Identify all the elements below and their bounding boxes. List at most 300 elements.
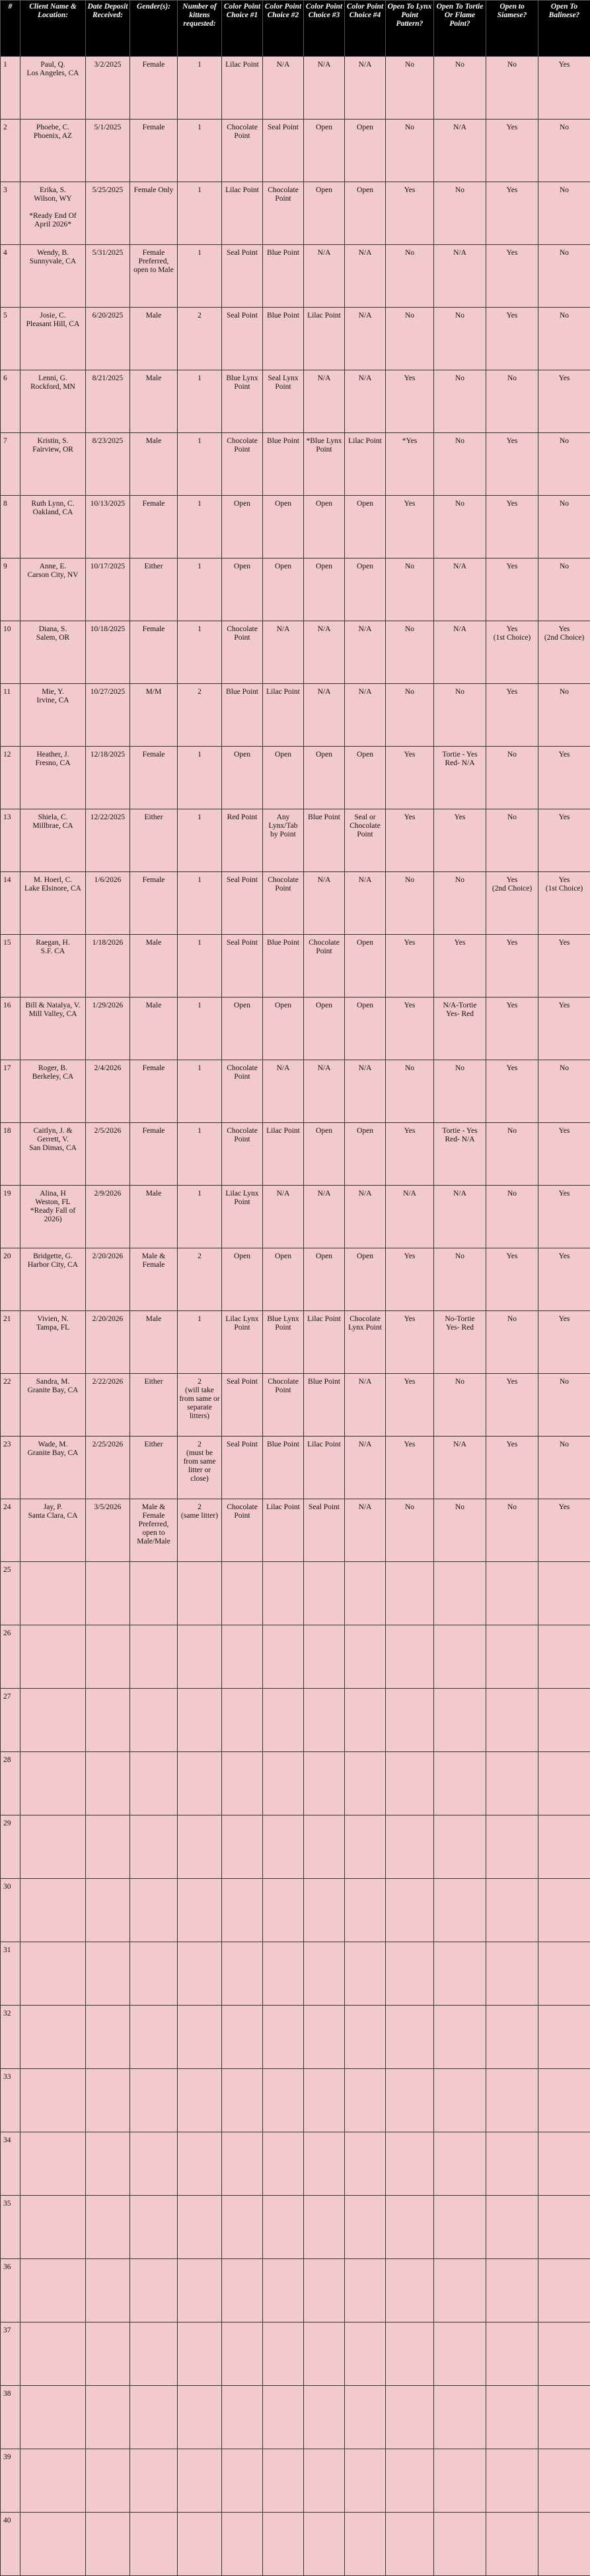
balinese-cell: Yes — [538, 1123, 590, 1186]
balinese-cell: No — [538, 182, 590, 245]
empty-table-row — [1, 1562, 590, 1625]
color-choice-4-cell: N/A — [345, 308, 386, 370]
color-choice-4-cell: Open — [345, 559, 386, 621]
row-number-cell: 18 — [1, 1123, 20, 1186]
color-choice-3-cell: Open — [304, 1123, 345, 1186]
lynx-point-cell: No — [386, 245, 434, 308]
header-balinese: Open To Balinese? — [538, 1, 590, 57]
gender-cell — [130, 2386, 178, 2449]
siamese-cell — [486, 2006, 538, 2069]
table-row — [1, 559, 590, 621]
color-choice-1-cell — [222, 1625, 263, 1689]
siamese-cell: No — [486, 747, 538, 809]
client-name-cell: Kristin, S. Fairview, OR — [20, 433, 86, 496]
client-name-cell — [20, 1689, 86, 1752]
date-deposit-cell: 10/18/2025 — [86, 621, 130, 684]
table-row — [1, 433, 590, 496]
color-choice-2-cell: Any Lynx/Tab by Point — [263, 809, 304, 872]
color-choice-4-cell — [345, 1562, 386, 1625]
number-kittens-cell: 1 — [178, 935, 222, 998]
balinese-cell: Yes (2nd Choice) — [538, 621, 590, 684]
color-choice-3-cell — [304, 2006, 345, 2069]
client-name-cell: Wendy, B. Sunnyvale, CA — [20, 245, 86, 308]
row-number-cell: 28 — [1, 1752, 20, 1815]
gender-cell: Male — [130, 1186, 178, 1248]
tortie-flame-cell: No — [434, 1374, 486, 1437]
client-name-cell: Vivien, N. Tampa, FL — [20, 1311, 86, 1374]
row-number-cell: 27 — [1, 1689, 20, 1752]
date-deposit-cell — [86, 2386, 130, 2449]
gender-cell: Male — [130, 998, 178, 1060]
gender-cell: Female — [130, 57, 178, 119]
tortie-flame-cell — [434, 1879, 486, 1942]
tortie-flame-cell — [434, 1625, 486, 1689]
header-lynx-point: Open To Lynx Point Pattern? — [386, 1, 434, 57]
tortie-flame-cell — [434, 2132, 486, 2196]
color-choice-1-cell: Lilac Lynx Point — [222, 1311, 263, 1374]
color-choice-4-cell — [345, 2259, 386, 2322]
client-name-cell: Phoebe, C. Phoenix, AZ — [20, 119, 86, 182]
siamese-cell: No — [486, 809, 538, 872]
color-choice-2-cell: Chocolate Point — [263, 872, 304, 935]
row-number-cell: 21 — [1, 1311, 20, 1374]
row-number-cell: 19 — [1, 1186, 20, 1248]
tortie-flame-cell — [434, 2513, 486, 2576]
color-choice-2-cell — [263, 2513, 304, 2576]
gender-cell — [130, 1689, 178, 1752]
siamese-cell — [486, 2513, 538, 2576]
gender-cell — [130, 2513, 178, 2576]
balinese-cell — [538, 2259, 590, 2322]
color-choice-4-cell — [345, 2386, 386, 2449]
siamese-cell — [486, 1752, 538, 1815]
color-choice-2-cell: Lilac Point — [263, 684, 304, 747]
table-row — [1, 370, 590, 433]
row-number-cell: 30 — [1, 1879, 20, 1942]
balinese-cell — [538, 2513, 590, 2576]
empty-table-row — [1, 2322, 590, 2386]
client-name-cell: Caitlyn, J. & Gerrett, V. San Dimas, CA — [20, 1123, 86, 1186]
gender-cell — [130, 2449, 178, 2513]
color-choice-2-cell: Lilac Point — [263, 1499, 304, 1562]
color-choice-1-cell: Chocolate Point — [222, 119, 263, 182]
date-deposit-cell — [86, 1942, 130, 2006]
date-deposit-cell: 5/1/2025 — [86, 119, 130, 182]
color-choice-3-cell — [304, 2069, 345, 2132]
date-deposit-cell — [86, 2322, 130, 2386]
date-deposit-cell: 2/20/2026 — [86, 1311, 130, 1374]
table-row — [1, 1499, 590, 1562]
color-choice-2-cell: Chocolate Point — [263, 1374, 304, 1437]
color-choice-1-cell — [222, 2132, 263, 2196]
lynx-point-cell — [386, 2006, 434, 2069]
empty-table-row — [1, 2386, 590, 2449]
siamese-cell: Yes — [486, 308, 538, 370]
balinese-cell: Yes — [538, 809, 590, 872]
color-choice-3-cell — [304, 1562, 345, 1625]
lynx-point-cell: Yes — [386, 1123, 434, 1186]
empty-table-row — [1, 2132, 590, 2196]
tortie-flame-cell: No — [434, 1060, 486, 1123]
row-number-cell: 17 — [1, 1060, 20, 1123]
color-choice-1-cell — [222, 2386, 263, 2449]
balinese-cell: No — [538, 433, 590, 496]
header-row — [1, 1, 590, 57]
lynx-point-cell — [386, 2449, 434, 2513]
gender-cell — [130, 2322, 178, 2386]
siamese-cell — [486, 1625, 538, 1689]
balinese-cell — [538, 2006, 590, 2069]
color-choice-1-cell — [222, 1562, 263, 1625]
client-name-cell: Wade, M. Granite Bay, CA — [20, 1437, 86, 1499]
lynx-point-cell — [386, 2322, 434, 2386]
row-number-cell: 39 — [1, 2449, 20, 2513]
empty-table-row — [1, 2259, 590, 2322]
balinese-cell: Yes — [538, 370, 590, 433]
color-choice-2-cell — [263, 2259, 304, 2322]
color-choice-2-cell — [263, 1562, 304, 1625]
number-kittens-cell: 1 — [178, 182, 222, 245]
tortie-flame-cell: No — [434, 57, 486, 119]
color-choice-2-cell — [263, 2386, 304, 2449]
client-name-cell: Roger, B. Berkeley, CA — [20, 1060, 86, 1123]
siamese-cell — [486, 2449, 538, 2513]
number-kittens-cell: 1 — [178, 747, 222, 809]
lynx-point-cell: Yes — [386, 1374, 434, 1437]
color-choice-1-cell — [222, 2196, 263, 2259]
lynx-point-cell — [386, 1879, 434, 1942]
client-name-cell: Anne, E. Carson City, NV — [20, 559, 86, 621]
siamese-cell: Yes — [486, 433, 538, 496]
color-choice-3-cell — [304, 2322, 345, 2386]
date-deposit-cell: 6/20/2025 — [86, 308, 130, 370]
tortie-flame-cell: No — [434, 370, 486, 433]
client-name-cell — [20, 2322, 86, 2386]
siamese-cell — [486, 1562, 538, 1625]
color-choice-3-cell: Open — [304, 496, 345, 559]
lynx-point-cell: Yes — [386, 747, 434, 809]
color-choice-4-cell: Open — [345, 1248, 386, 1311]
header-color-choice-2: Color Point Choice #2 — [263, 1, 304, 57]
color-choice-4-cell: N/A — [345, 245, 386, 308]
balinese-cell: No — [538, 119, 590, 182]
table-row — [1, 1060, 590, 1123]
date-deposit-cell: 8/21/2025 — [86, 370, 130, 433]
lynx-point-cell: *Yes — [386, 433, 434, 496]
row-number-cell: 11 — [1, 684, 20, 747]
color-choice-4-cell: N/A — [345, 872, 386, 935]
tortie-flame-cell — [434, 1815, 486, 1879]
color-choice-3-cell: N/A — [304, 684, 345, 747]
number-kittens-cell: 1 — [178, 1060, 222, 1123]
date-deposit-cell: 3/2/2025 — [86, 57, 130, 119]
date-deposit-cell — [86, 1689, 130, 1752]
siamese-cell: Yes — [486, 496, 538, 559]
number-kittens-cell — [178, 2513, 222, 2576]
color-choice-1-cell: Chocolate Point — [222, 1123, 263, 1186]
header-number-kittens: Number of kittens requested: — [178, 1, 222, 57]
color-choice-4-cell: Seal or Chocolate Point — [345, 809, 386, 872]
lynx-point-cell: Yes — [386, 1437, 434, 1499]
color-choice-4-cell — [345, 1689, 386, 1752]
empty-table-row — [1, 2449, 590, 2513]
row-number-cell: 9 — [1, 559, 20, 621]
color-choice-2-cell: Lilac Point — [263, 1123, 304, 1186]
color-choice-2-cell — [263, 1689, 304, 1752]
color-choice-4-cell — [345, 2196, 386, 2259]
color-choice-3-cell: Blue Point — [304, 1374, 345, 1437]
number-kittens-cell: 2 — [178, 684, 222, 747]
number-kittens-cell: 2 (same litter) — [178, 1499, 222, 1562]
client-name-cell: Paul, Q. Los Angeles, CA — [20, 57, 86, 119]
date-deposit-cell: 2/4/2026 — [86, 1060, 130, 1123]
lynx-point-cell: Yes — [386, 935, 434, 998]
number-kittens-cell — [178, 2196, 222, 2259]
color-choice-2-cell — [263, 2069, 304, 2132]
tortie-flame-cell: Tortie - Yes Red- N/A — [434, 747, 486, 809]
empty-table-row — [1, 1815, 590, 1879]
gender-cell — [130, 2132, 178, 2196]
color-choice-3-cell: N/A — [304, 621, 345, 684]
table-row — [1, 119, 590, 182]
header-number: # — [1, 1, 20, 57]
client-name-cell: Bill & Natalya, V. Mill Valley, CA — [20, 998, 86, 1060]
color-choice-3-cell: N/A — [304, 245, 345, 308]
gender-cell — [130, 1879, 178, 1942]
color-choice-1-cell — [222, 1879, 263, 1942]
row-number-cell: 16 — [1, 998, 20, 1060]
color-choice-4-cell: Lilac Point — [345, 433, 386, 496]
siamese-cell — [486, 1879, 538, 1942]
date-deposit-cell — [86, 2449, 130, 2513]
color-choice-4-cell — [345, 2006, 386, 2069]
color-choice-3-cell — [304, 1879, 345, 1942]
lynx-point-cell — [386, 2132, 434, 2196]
color-choice-1-cell: Blue Lynx Point — [222, 370, 263, 433]
siamese-cell: Yes — [486, 684, 538, 747]
date-deposit-cell — [86, 1625, 130, 1689]
color-choice-3-cell — [304, 1625, 345, 1689]
number-kittens-cell: 1 — [178, 433, 222, 496]
balinese-cell: No — [538, 308, 590, 370]
siamese-cell: Yes — [486, 559, 538, 621]
tortie-flame-cell — [434, 2069, 486, 2132]
tortie-flame-cell: No — [434, 1499, 486, 1562]
balinese-cell — [538, 2449, 590, 2513]
date-deposit-cell: 10/27/2025 — [86, 684, 130, 747]
color-choice-4-cell: N/A — [345, 1060, 386, 1123]
gender-cell: Male — [130, 433, 178, 496]
siamese-cell: No — [486, 1186, 538, 1248]
color-choice-3-cell: Lilac Point — [304, 1311, 345, 1374]
table-row — [1, 496, 590, 559]
tortie-flame-cell: No — [434, 182, 486, 245]
number-kittens-cell: 1 — [178, 57, 222, 119]
tortie-flame-cell: N/A — [434, 1437, 486, 1499]
color-choice-4-cell: Open — [345, 998, 386, 1060]
color-choice-1-cell: Open — [222, 496, 263, 559]
color-choice-2-cell — [263, 1625, 304, 1689]
number-kittens-cell: 2 — [178, 308, 222, 370]
empty-table-row — [1, 1689, 590, 1752]
date-deposit-cell: 2/5/2026 — [86, 1123, 130, 1186]
color-choice-2-cell: Blue Point — [263, 433, 304, 496]
balinese-cell: Yes (1st Choice) — [538, 872, 590, 935]
table-row — [1, 308, 590, 370]
color-choice-1-cell — [222, 2259, 263, 2322]
row-number-cell: 35 — [1, 2196, 20, 2259]
row-number-cell: 34 — [1, 2132, 20, 2196]
date-deposit-cell: 10/17/2025 — [86, 559, 130, 621]
client-name-cell — [20, 2386, 86, 2449]
color-choice-3-cell — [304, 1752, 345, 1815]
color-choice-2-cell: Open — [263, 1248, 304, 1311]
gender-cell: Male — [130, 308, 178, 370]
number-kittens-cell: 2 — [178, 1248, 222, 1311]
lynx-point-cell — [386, 1625, 434, 1689]
date-deposit-cell: 5/31/2025 — [86, 245, 130, 308]
balinese-cell: No — [538, 496, 590, 559]
color-choice-3-cell: Lilac Point — [304, 308, 345, 370]
date-deposit-cell: 3/5/2026 — [86, 1499, 130, 1562]
gender-cell — [130, 2006, 178, 2069]
color-choice-2-cell: N/A — [263, 621, 304, 684]
table-row — [1, 935, 590, 998]
lynx-point-cell — [386, 1689, 434, 1752]
siamese-cell: No — [486, 57, 538, 119]
balinese-cell: No — [538, 245, 590, 308]
color-choice-1-cell — [222, 1942, 263, 2006]
table-row — [1, 1437, 590, 1499]
color-choice-1-cell: Open — [222, 1248, 263, 1311]
color-choice-3-cell — [304, 2513, 345, 2576]
balinese-cell: No — [538, 1437, 590, 1499]
color-choice-4-cell: N/A — [345, 1186, 386, 1248]
number-kittens-cell — [178, 2132, 222, 2196]
gender-cell: M/M — [130, 684, 178, 747]
number-kittens-cell: 2 (will take from same or separate litters) — [178, 1374, 222, 1437]
empty-table-row — [1, 1879, 590, 1942]
gender-cell: Either — [130, 809, 178, 872]
color-choice-4-cell — [345, 1625, 386, 1689]
color-choice-1-cell: Red Point — [222, 809, 263, 872]
gender-cell: Either — [130, 1374, 178, 1437]
row-number-cell: 38 — [1, 2386, 20, 2449]
lynx-point-cell: No — [386, 308, 434, 370]
table-row — [1, 872, 590, 935]
number-kittens-cell — [178, 1815, 222, 1879]
color-choice-2-cell: Blue Lynx Point — [263, 1311, 304, 1374]
tortie-flame-cell — [434, 2006, 486, 2069]
date-deposit-cell: 2/22/2026 — [86, 1374, 130, 1437]
empty-table-row — [1, 1625, 590, 1689]
row-number-cell: 25 — [1, 1562, 20, 1625]
color-choice-1-cell: Seal Point — [222, 1374, 263, 1437]
lynx-point-cell: Yes — [386, 182, 434, 245]
tortie-flame-cell — [434, 1689, 486, 1752]
color-choice-4-cell — [345, 2132, 386, 2196]
color-choice-1-cell: Seal Point — [222, 1437, 263, 1499]
color-choice-1-cell: Chocolate Point — [222, 1499, 263, 1562]
client-name-cell — [20, 2132, 86, 2196]
number-kittens-cell: 1 — [178, 809, 222, 872]
tortie-flame-cell: No — [434, 433, 486, 496]
color-choice-1-cell — [222, 2006, 263, 2069]
number-kittens-cell: 1 — [178, 119, 222, 182]
balinese-cell — [538, 2322, 590, 2386]
color-choice-3-cell: Chocolate Point — [304, 935, 345, 998]
color-choice-3-cell: Open — [304, 1248, 345, 1311]
color-choice-3-cell — [304, 1815, 345, 1879]
color-choice-1-cell — [222, 1689, 263, 1752]
gender-cell: Male & Female Preferred, open to Male/Male — [130, 1499, 178, 1562]
client-name-cell — [20, 2069, 86, 2132]
client-name-cell — [20, 1562, 86, 1625]
color-choice-4-cell: N/A — [345, 621, 386, 684]
header-date-deposit: Date Deposit Received: — [86, 1, 130, 57]
color-choice-1-cell — [222, 2069, 263, 2132]
table-row — [1, 998, 590, 1060]
date-deposit-cell: 1/18/2026 — [86, 935, 130, 998]
number-kittens-cell: 1 — [178, 1186, 222, 1248]
siamese-cell: Yes — [486, 998, 538, 1060]
color-choice-1-cell: Seal Point — [222, 872, 263, 935]
color-choice-4-cell: Open — [345, 182, 386, 245]
client-name-cell: Lenni, G. Rockford, MN — [20, 370, 86, 433]
date-deposit-cell — [86, 2132, 130, 2196]
color-choice-3-cell — [304, 1689, 345, 1752]
date-deposit-cell: 2/9/2026 — [86, 1186, 130, 1248]
lynx-point-cell — [386, 2386, 434, 2449]
gender-cell: Male — [130, 370, 178, 433]
number-kittens-cell: 1 — [178, 621, 222, 684]
number-kittens-cell: 2 (must be from same litter or close) — [178, 1437, 222, 1499]
row-number-cell: 3 — [1, 182, 20, 245]
number-kittens-cell: 1 — [178, 872, 222, 935]
siamese-cell: Yes — [486, 119, 538, 182]
client-name-cell: Alina, H Weston, FL *Ready Fall of 2026) — [20, 1186, 86, 1248]
number-kittens-cell: 1 — [178, 245, 222, 308]
color-choice-1-cell: Chocolate Point — [222, 1060, 263, 1123]
gender-cell — [130, 2259, 178, 2322]
tortie-flame-cell — [434, 2259, 486, 2322]
client-name-cell: Raegan, H. S.F. CA — [20, 935, 86, 998]
row-number-cell: 1 — [1, 57, 20, 119]
siamese-cell: No — [486, 1123, 538, 1186]
balinese-cell: Yes — [538, 935, 590, 998]
empty-table-row — [1, 2006, 590, 2069]
lynx-point-cell: Yes — [386, 1248, 434, 1311]
lynx-point-cell: No — [386, 872, 434, 935]
siamese-cell: Yes — [486, 245, 538, 308]
table-row — [1, 57, 590, 119]
siamese-cell: Yes — [486, 1374, 538, 1437]
row-number-cell: 37 — [1, 2322, 20, 2386]
client-name-cell — [20, 1879, 86, 1942]
tortie-flame-cell: No — [434, 684, 486, 747]
header-client-name: Client Name & Location: — [20, 1, 86, 57]
color-choice-3-cell: Open — [304, 998, 345, 1060]
color-choice-4-cell — [345, 1879, 386, 1942]
tortie-flame-cell: N/A-Tortie Yes- Red — [434, 998, 486, 1060]
client-name-cell — [20, 2449, 86, 2513]
lynx-point-cell: Yes — [386, 1311, 434, 1374]
color-choice-1-cell: Chocolate Point — [222, 621, 263, 684]
date-deposit-cell: 1/6/2026 — [86, 872, 130, 935]
lynx-point-cell — [386, 1942, 434, 2006]
color-choice-4-cell: N/A — [345, 57, 386, 119]
empty-table-row — [1, 2513, 590, 2576]
